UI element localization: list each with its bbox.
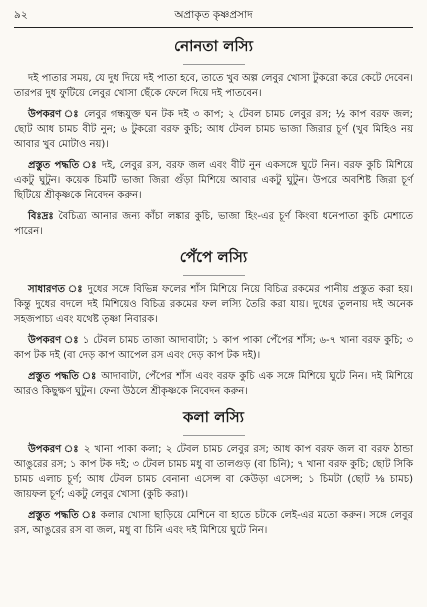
paragraph-text: বৈচিত্র্য আনার জন্য কাঁচা লঙ্কার কুচি, ভাজা হিং-এর চূর্ণ কিংবা ধনেপাতা কুচি মেশাতে পারেন।: [14, 211, 413, 237]
title-underline: [183, 435, 245, 436]
paragraph-text: ১ টেবল চামচ তাজা আদাবাটা; ১ কাপ পাকা পেঁপের শাঁস; ৬-৭ খানা বরফ কুচি; ৩ কাপ টক দই (বা দেড় কাপ আপেল রস এবং দেড় কাপ টক দই)।: [14, 335, 413, 361]
paragraph-text: ২ খানা পাকা কলা; ২ টেবল চামচ লেবুর রস; আধ কাপ বরফ জল বা বরফ ঠান্ডা আঙুরের রস; ১ কাপ টক দই; ৩ টেবল চামচ মধু বা তালগুড় (বা চিনি); ৭ খানা বরফ কুচি; ছোট সিকি চামচ এলাচ চূর্ণ; আধ টেবল চামচ বেনানা এসেন্স বা কেউড়া এসেন্স; ১ চিমটা (ছোট ⅛ চামচ) জায়ফল চূর্ণ; একটু লেবুর খোসা (কুচি করা)।: [14, 444, 413, 500]
paragraph-text: দুধের সঙ্গে বিভিন্ন ফলের শাঁস মিশিয়ে নিয়ে বিচিত্র রকমের পানীয় প্রস্তুত করা হয়। কিন্তু দুধের বদলে দই মিশিয়েও বিচিত্র রকমের ফল লস্যি তৈরি করা যায়। দুধের তুলনায় দই অনেক সহজপাচ্য এবং যথেষ্ট তৃষ্ণা নিবারক।: [14, 284, 413, 325]
paragraph: [14, 442, 413, 502]
header-rule: [14, 27, 413, 28]
paragraph-text: লেবুর গন্ধযুক্ত ঘন টক দই ৩ কাপ; ২ টেবল চামচ লেবুর রস; ½ কাপ বরফ জল; ছোট আধ চামচ বীট নুন; ৬ টুকরো বরফ কুচি; আধ টেবল চামচ ভাজা জিরার চূর্ণ (খুব মিহিও নয় আবার খুব মোটাও নয়)।: [14, 109, 413, 150]
paragraph: [14, 369, 413, 399]
paragraph-label: উপকরণ ঃ: [28, 335, 80, 346]
section-nonta-lassi: [14, 35, 413, 239]
paragraph-text: কলার খোসা ছাড়িয়ে মেশিনে বা হাতে চটকে লেই-এর মতো করুন। সঙ্গে লেবুর রস, আঙুরের রস বা জল, মধু বা চিনি এবং দই মিশিয়ে ঘুটে নিন।: [14, 510, 414, 536]
paragraph: [14, 107, 413, 152]
paragraph: [14, 333, 413, 363]
section-title: পেঁপে লস্যি: [179, 248, 248, 266]
section-pepe-lassi: [14, 246, 413, 399]
paragraph-label: সাধারণত ঃ: [28, 284, 84, 295]
paragraph-label: বিঃদ্রঃ: [28, 211, 54, 222]
section-kola-lassi: [14, 406, 413, 538]
paragraph-label: প্রস্তুত পদ্ধতি ঃ: [28, 160, 98, 171]
paragraph: [14, 282, 413, 327]
paragraph-label: উপকরণ ঃ: [28, 444, 80, 455]
paragraph-text: আদাবাটা, পেঁপের শাঁস এবং বরফ কুচি এক সঙ্গে মিশিয়ে ঘুটে নিন। দই মিশিয়ে আরও কিছুক্ষণ ঘুটুন। ফেনা উঠলে শ্রীকৃষ্ণকে নিবেদন করুন।: [14, 371, 413, 397]
title-underline: [183, 275, 245, 276]
paragraph-text: দই পাতার সময়, যে দুধ দিয়ে দই পাতা হবে, তাতে খুব অল্প লেবুর খোসা টুকরো করে কেটে দেবেন। তারপর দুধ ফুটিয়ে লেবুর খোসা ছেঁকে ফেলে দিয়ে দই পাতবেন।: [14, 73, 413, 99]
paragraph: [14, 158, 413, 203]
paragraph: [14, 508, 413, 538]
title-underline: [183, 64, 245, 65]
paragraph-label: উপকরণ ঃ: [28, 109, 80, 120]
section-title: কলা লস্যি: [183, 408, 244, 426]
paragraph-text: দই, লেবুর রস, বরফ জল এবং বীট নুন একসঙ্গে ঘুটে নিন। বরফ কুচি মিশিয়ে একটু ঘুটুন। কয়েক চিমটি ভাজা জিরা গুঁড়া মিশিয়ে আবার একটু ঘুটুন। উপরে অবশিষ্ট জিরা চূর্ণ ছিটিয়ে শ্রীকৃষ্ণকে নিবেদন করুন।: [14, 160, 414, 201]
paragraph: [14, 71, 413, 101]
paragraph-label: প্রস্তুত পদ্ধতি ঃ: [28, 510, 97, 521]
page-number: ৯২: [14, 9, 28, 21]
paragraph-label: প্রস্তুত পদ্ধতি ঃ: [28, 371, 98, 382]
running-title: অপ্রাকৃত কৃষ্ণপ্রসাদ: [174, 9, 253, 21]
page-header: [14, 8, 413, 26]
section-title: নোনতা লস্যি: [174, 37, 253, 55]
paragraph: [14, 209, 413, 239]
